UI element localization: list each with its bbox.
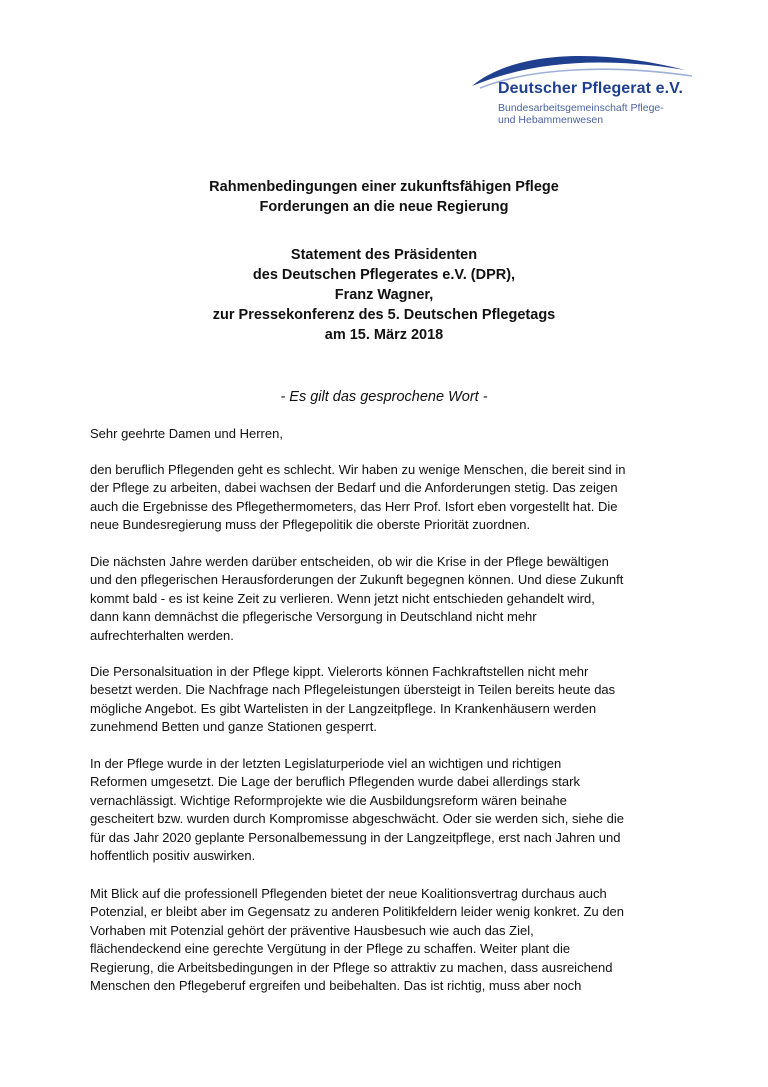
spoken-word-line: - Es gilt das gesprochene Wort - xyxy=(280,389,488,405)
logo-name: Deutscher Pflegerat e.V. xyxy=(498,80,684,97)
statement-line: Statement des Präsidenten xyxy=(290,247,478,263)
salutation-line: Sehr geehrte Damen und Herren, xyxy=(90,426,283,441)
paragraph-line: neue Bundesregierung muss der Pflegepolitik die oberste Priorität zuordnen. xyxy=(90,517,531,533)
paragraph-line: Die Personalsituation in der Pflege kippt. Vielerorts können Fachkraftstellen nicht mehr xyxy=(90,664,589,679)
paragraph-line: mögliche Angebot. Es gibt Wartelisten in der Langzeitpflege. In Krankenhäusern werden xyxy=(90,700,597,716)
logo-subtitle-line1: Bundesarbeitsgemeinschaft Pflege- xyxy=(498,102,664,114)
document-title xyxy=(0,177,768,217)
paragraph-line: für das Jahr 2020 geplante Personalbemessung in der Langzeitpflege, erst nach Jahren und xyxy=(90,829,621,845)
paragraph-line: kommt bald - es ist keine Zeit zu verlieren. Wenn jetzt nicht entschieden gehandelt wird, xyxy=(90,590,595,606)
paragraph-4 xyxy=(90,755,690,865)
paragraph-line: vernachlässigt. Wichtige Reformprojekte wie die Ausbildungsreform wären beinahe xyxy=(90,792,567,808)
paragraph-line: den beruflich Pflegenden geht es schlecht. Wir haben zu wenige Menschen, die bereit sind in xyxy=(90,462,626,477)
paragraph-line: besetzt werden. Die Nachfrage nach Pflegeleistungen übersteigt in Teilen bereits heute das xyxy=(90,682,616,698)
dpr-logo xyxy=(470,50,700,130)
statement-line: am 15. März 2018 xyxy=(324,327,444,343)
title-line: Forderungen an die neue Regierung xyxy=(259,199,509,215)
paragraph-3 xyxy=(90,663,690,737)
paragraph-line: Regierung, die Arbeitsbedingungen in der Pflege so attraktiv zu machen, dass ausreichend xyxy=(90,959,613,975)
paragraph-line: Potenzial, er bleibt aber im Gegensatz zu anderen Politikfeldern leider wenig konkret. Zu den xyxy=(90,904,625,920)
paragraph-line: Vorhaben mit Potenzial gehört der präventive Hausbesuch wie auch das Ziel, xyxy=(90,922,534,938)
spoken-word-note xyxy=(0,387,768,407)
paragraph-line: Reformen umgesetzt. Die Lage der beruflich Pflegenden wurde dabei allerdings stark xyxy=(90,774,580,790)
paragraph-line: Mit Blick auf die professionell Pflegenden bietet der neue Koalitionsvertrag durchaus auch xyxy=(90,886,607,901)
statement-line: Franz Wagner, xyxy=(334,287,434,303)
statement-heading xyxy=(0,245,768,345)
title-line: Rahmenbedingungen einer zukunftsfähigen Pflege xyxy=(209,179,559,195)
paragraph-line: In der Pflege wurde in der letzten Legislaturperiode viel an wichtigen und richtigen xyxy=(90,756,562,771)
paragraph-line: flächendeckend eine gerechte Vergütung in der Pflege zu schaffen. Weiter plant die xyxy=(90,941,571,957)
paragraph-line: dann kann demnächst die pflegerische Versorgung in Deutschland nicht mehr xyxy=(90,609,537,625)
paragraph-5 xyxy=(90,885,690,995)
paragraph-line: Die nächsten Jahre werden darüber entscheiden, ob wir die Krise in der Pflege bewältigen xyxy=(90,554,609,569)
paragraph-line: hoffentlich positiv auswirken. xyxy=(90,847,256,863)
paragraph-line: zunehmend Betten und ganze Stationen gesperrt. xyxy=(90,719,377,735)
paragraph-line: gescheitert bzw. wurden durch Kompromisse abgeschwächt. Oder sie werden sich, siehe die xyxy=(90,811,624,827)
paragraph-2 xyxy=(90,553,690,645)
paragraph-line: Menschen den Pflegeberuf ergreifen und beibehalten. Das ist richtig, muss aber noch xyxy=(90,977,582,993)
logo-subtitle-line2: und Hebammenwesen xyxy=(498,114,604,126)
paragraph-line: auch die Ergebnisse des Pflegethermometers, das Herr Prof. Isfort eben vorgestellt hat. Die xyxy=(90,498,618,514)
salutation xyxy=(90,425,690,443)
paragraph-1 xyxy=(90,461,690,535)
statement-line: des Deutschen Pflegerates e.V. (DPR), xyxy=(252,267,516,283)
paragraph-line: aufrechterhalten werden. xyxy=(90,627,234,643)
paragraph-line: der Pflege zu arbeiten, dabei wachsen der Bedarf und die Anforderungen stetig. Das zeigen xyxy=(90,480,618,496)
statement-line: zur Pressekonferenz des 5. Deutschen Pflegetags xyxy=(212,307,556,323)
paragraph-line: und den pflegerischen Herausforderungen der Zukunft begegnen können. Und diese Zukunft xyxy=(90,572,624,588)
